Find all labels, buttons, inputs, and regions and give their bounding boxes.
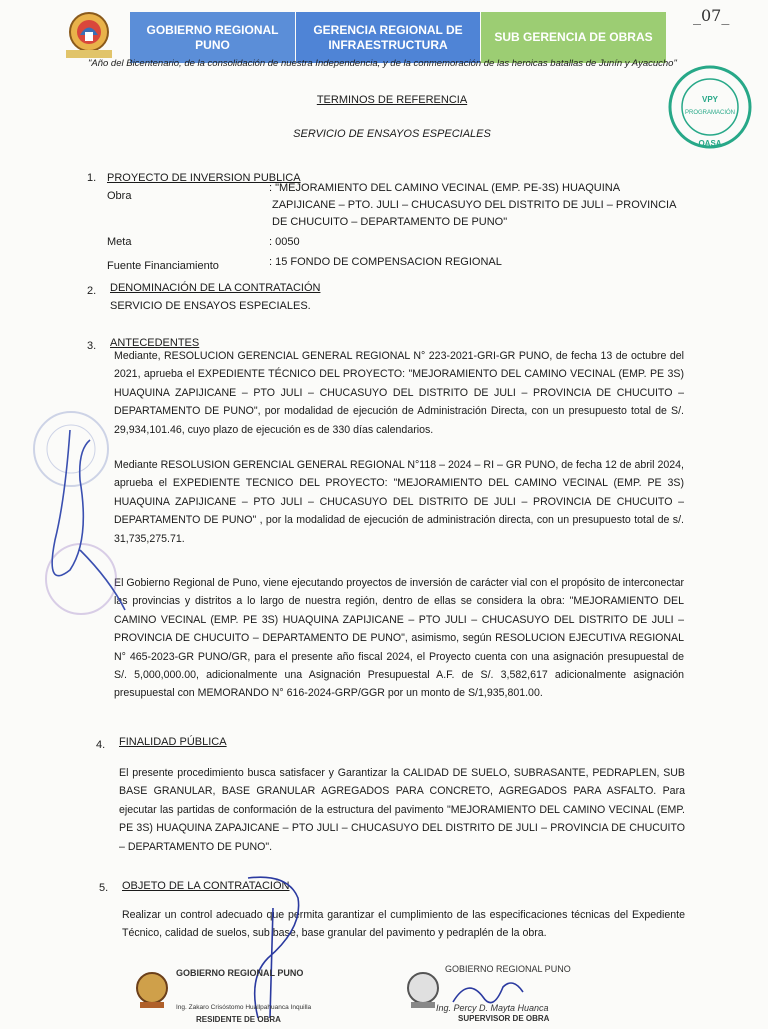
header-box-sub-gerencia-obras: SUB GERENCIA DE OBRAS <box>481 12 666 63</box>
obra-value-line-2: ZAPIJICANE – PTO. JULI – CHUCASUYO DEL DISTRITO DE JULI – PROVINCIA <box>272 199 677 211</box>
section-5-heading: OBJETO DE LA CONTRATACIÓN <box>122 880 290 892</box>
section-1-heading: PROYECTO DE INVERSION PUBLICA <box>107 172 301 184</box>
right-signature-name: Ing. Percy D. Mayta Huanca <box>436 1003 549 1013</box>
fuente-label: Fuente Financiamiento <box>107 260 219 272</box>
meta-value: : 0050 <box>269 236 300 248</box>
obra-value-line-3: DE CHUCUITO – DEPARTAMENTO DE PUNO" <box>272 216 508 228</box>
left-seal-icon <box>134 970 170 1010</box>
right-signature-role: SUPERVISOR DE OBRA <box>458 1014 550 1023</box>
section-2-text: SERVICIO DE ENSAYOS ESPECIALES. <box>110 300 311 312</box>
left-signature-name: Ing. Zakaro Crisóstomo Huallpahuanca Inquilla <box>176 1004 312 1011</box>
gobierno-regional-logo <box>58 10 120 64</box>
header-box-gobierno-regional: GOBIERNO REGIONAL PUNO <box>130 12 295 63</box>
page-number: _07_ <box>693 6 730 25</box>
section-1-number: 1. <box>87 172 97 184</box>
antecedentes-paragraph-1: Mediante, RESOLUCION GERENCIAL GENERAL REGIONAL N° 223-2021-GRI-GR PUNO, de fecha 13 de octubre del 2021, aprueba el EXPEDIENTE TÉCNICO DEL PROYECTO: "MEJORAMIENTO DEL CAMINO VECINAL (EMP. PE 3S) HUAQUINA ZAPIJICANE – PTO JULI – CHUCASUYO DEL DISTRITO DE JULI – PROVINCIA DE CHUCUITO – DEPARTAMENTO DE PUNO", por modalidad de ejecución de Administración Directa, con un presupuesto total de S/. 29,934,101.46, cuyo plazo de ejecución es de 330 días calendarios. <box>114 350 684 436</box>
year-motto: "Año del Bicentenario, de la consolidación de nuestra Independencia, y de la conmemoración de las heroicas batallas de Junín y Ayacucho" <box>88 58 677 69</box>
section-4-number: 4. <box>96 739 106 751</box>
svg-text:VPY: VPY <box>701 95 719 104</box>
obra-value-line-1: : "MEJORAMIENTO DEL CAMINO VECINAL (EMP. PE-3S) HUAQUINA <box>269 182 621 194</box>
handwritten-signature-mark <box>30 420 140 625</box>
right-signature-org: GOBIERNO REGIONAL PUNO <box>445 964 571 974</box>
left-signature-role: RESIDENTE DE OBRA <box>196 1015 281 1024</box>
document-title: TERMINOS DE REFERENCIA <box>316 94 468 106</box>
section-5-number: 5. <box>99 882 109 894</box>
objeto-paragraph: Realizar un control adecuado que permita garantizar el cumplimiento de las especificaciones técnicas del Expediente Técnico, calidad de suelos, sub base, base granular del pavimento y pedraplén de la obra. <box>122 909 685 940</box>
section-4-heading: FINALIDAD PÚBLICA <box>119 736 227 748</box>
section-3-heading: ANTECEDENTES <box>110 337 200 349</box>
left-signature-org: GOBIERNO REGIONAL PUNO <box>176 968 304 978</box>
finalidad-paragraph: El presente procedimiento busca satisfacer y Garantizar la CALIDAD DE SUELO, SUBRASANTE, PEDRAPLEN, SUB BASE GRANULAR, BASE GRANULAR AGREGADOS PARA CONCRETO, AGREGADOS PARA ASFALTO. Para ejecutar las partidas de conformación de la estructura del pavimento "MEJORAMIENTO DEL CAMINO VECINAL (EMP. PE 3S) HUAQUINA ZAPAJICANE – PTO JULI – CHUCASUYO DEL DISTRITO DE JULI – PROVINCIA DE CHUCUITO – DEPARTAMENTO DE PUNO". <box>119 767 685 853</box>
header-box-gerencia-infraestructura: GERENCIA REGIONAL DE INFRAESTRUCTURA <box>296 12 480 63</box>
section-2-heading: DENOMINACIÓN DE LA CONTRATACIÓN <box>110 282 321 294</box>
svg-text:OASA: OASA <box>698 139 722 148</box>
section-2-number: 2. <box>87 285 97 297</box>
meta-label: Meta <box>107 236 132 248</box>
obra-label: Obra <box>107 190 132 202</box>
fuente-value: : 15 FONDO DE COMPENSACION REGIONAL <box>269 256 502 268</box>
antecedentes-paragraph-3: El Gobierno Regional de Puno, viene ejecutando proyectos de inversión de carácter vial con el propósito de interconectar las provincias y distritos a lo largo de nuestra región, dentro de ellas se considera la obra: "MEJORAMIENTO DEL CAMINO VECINAL (EMP. PE 3S) HUAQUINA ZAPIJICANE – PTO JULI – CHUCASUYO DEL DISTRITO DE JULI – PROVINCIA DE CHUCUITO – DEPARTAMENTO DE PUNO", asimismo, según RESOLUCION EJECUTIVA REGIONAL N° 465-2023-GR PUNO/GR, para el presente año fiscal 2024, el Proyecto cuenta con una asignación presupuestal de S/. 5,000,000.00, adicionalmente una Asignación Presupuestal A.F. de S/. 3,582,617 adicionalmente asignación presupuestal con MEMORANDO N° 616-2024-GRP/GGR por un monto de S/1,935,801.00. <box>114 577 684 700</box>
section-3-number: 3. <box>87 340 97 352</box>
document-subtitle: SERVICIO DE ENSAYOS ESPECIALES <box>293 128 491 140</box>
svg-text:PROGRAMACIÓN: PROGRAMACIÓN <box>684 110 736 116</box>
antecedentes-paragraph-2: Mediante RESOLUSION GERENCIAL GENERAL REGIONAL N°118 – 2024 – RI – GR PUNO, de fecha 12 de abril 2024, aprueba el EXPEDIENTE TECNICO DEL PROYECTO: "MEJORAMIENTO DEL CAMINO VECINAL (EMP. PE 3S) HUAQUINA ZAPIJICANE – PTO JULI – CHUCASUYO DEL DISTRITO DE JULI – PROVINCIA DE CHUCUITO – DEPARTAMENTO DE PUNO" , por la modalidad de ejecución de administración directa, con un presupuesto total de s/. 31,735,275.71. <box>114 459 684 545</box>
